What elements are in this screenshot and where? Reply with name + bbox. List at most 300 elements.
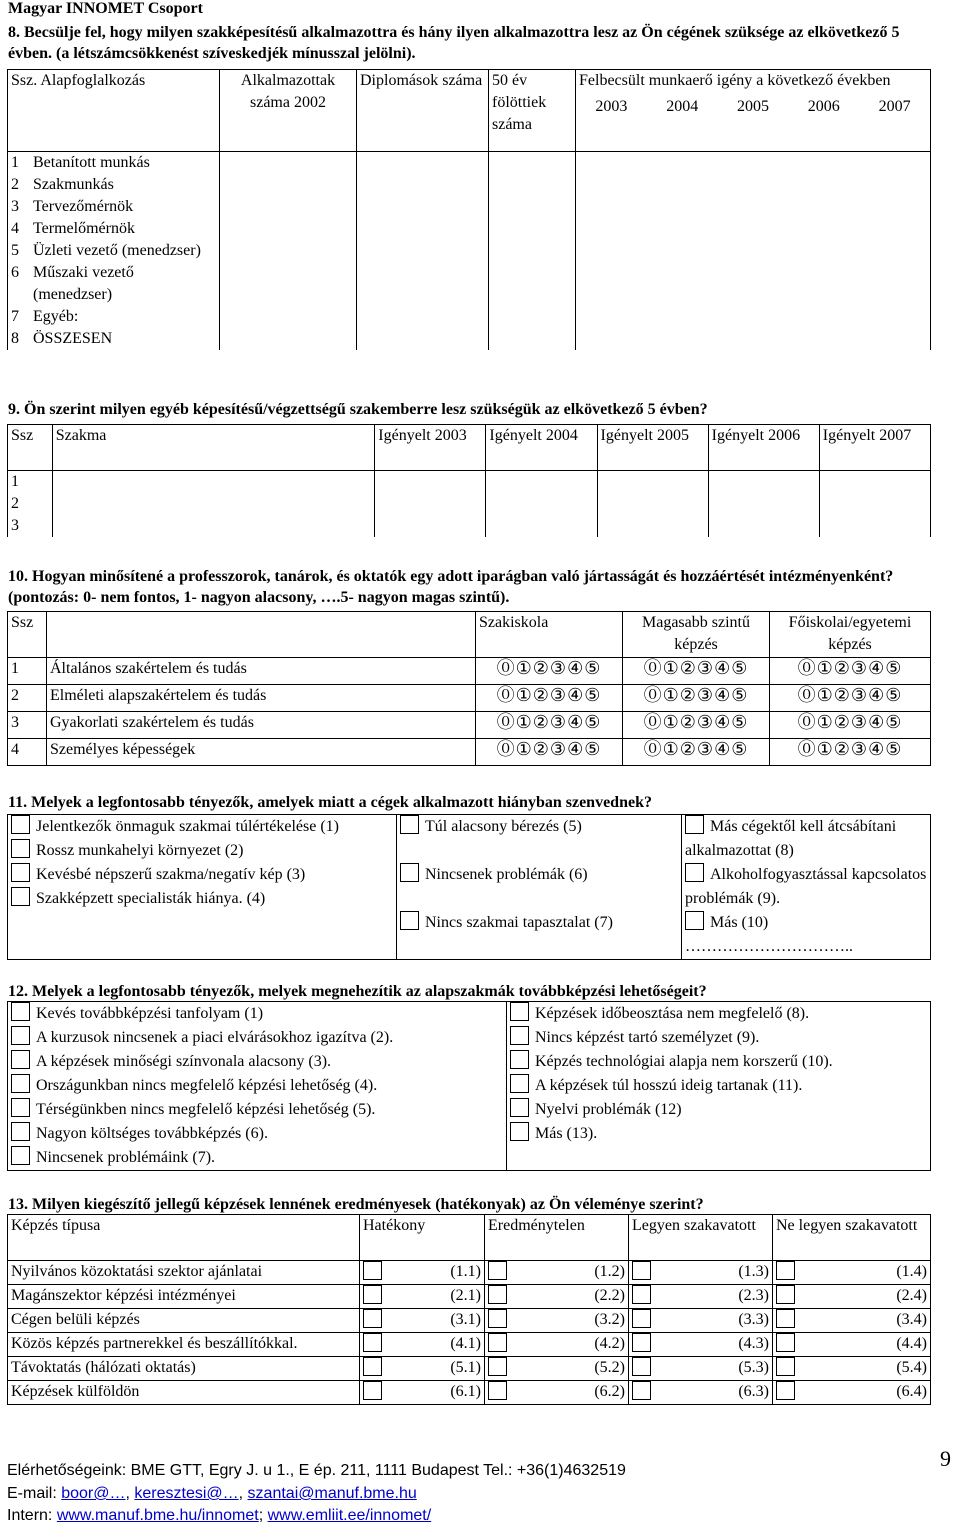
q8-input-cell[interactable] [576,328,931,350]
q8-row-label [8,152,220,175]
option-code: (3.3) [738,1311,769,1328]
q8-input-cell[interactable] [220,196,357,218]
option-code: (5.4) [896,1359,927,1376]
checkbox-icon[interactable] [11,1122,30,1141]
option-code: (3.2) [594,1311,625,1328]
q13-option-cell[interactable] [485,1357,629,1381]
table-row [8,1357,931,1381]
q8-input-cell[interactable] [489,240,576,262]
option-code: (2.4) [896,1287,927,1304]
checkbox-icon[interactable] [11,1098,30,1117]
option-code: (6.2) [594,1383,625,1400]
checkbox-icon[interactable] [632,1381,651,1400]
checkbox-icon[interactable] [400,911,419,930]
q11-option[interactable] [11,887,393,911]
table-row [8,196,931,218]
row-number: 6 [11,264,19,281]
row-number: 2 [8,685,47,712]
table-row [8,471,931,494]
row-number: 3 [11,198,19,215]
table-row [8,493,931,515]
row-number: 4 [11,220,19,237]
q11-option[interactable] [400,863,678,887]
row-number: 5 [11,242,19,259]
option-code: (3.1) [450,1311,481,1328]
option-label: Kevésbé népszerű szakma/negatív kép (3) [36,866,306,883]
row-label: Egyéb: [33,308,79,325]
row-label: Nyilvános közoktatási szektor ajánlatai [8,1261,360,1285]
q8-title: 8. Becsülje fel, hogy milyen szakképesítésű alkalmazottra és hány ilyen alkalmazottra lesz az Ön cégének szüksége az elkövetkező 5 évben. (a létszámcsökkenést szíveskedjék mínusszal jelölni). [8,24,900,62]
checkbox-icon[interactable] [776,1333,795,1352]
row-label: Cégen belüli képzés [8,1309,360,1333]
q10-header-col3: Főiskolai/egyetemi képzés [770,612,931,658]
option-label: Országunkban nincs megfelelő képzési lehetőség (4). [36,1077,378,1094]
checkbox-icon[interactable] [400,863,419,882]
checkbox-icon[interactable] [510,1122,529,1141]
q10-header-ssz: Ssz [8,612,47,658]
option-label: Nincsenek problémáink (7). [36,1149,216,1166]
option-label: Nincs képzést tartó személyzet (9). [535,1029,760,1046]
q9-input-cell[interactable] [375,493,486,515]
q9-input-cell[interactable] [52,493,375,515]
checkbox-icon[interactable] [776,1309,795,1328]
q8-input-cell[interactable] [489,174,576,196]
row-number: 2 [8,493,53,515]
q11-option[interactable] [685,911,927,935]
q12-option[interactable] [510,1026,927,1050]
other-fill-line[interactable]: ………………………….. [685,938,853,955]
option-code: (4.4) [896,1335,927,1352]
q8-input-cell[interactable] [357,240,489,262]
q13-option-cell[interactable] [773,1285,931,1309]
checkbox-icon[interactable] [11,815,30,834]
q8-input-cell[interactable] [489,152,576,175]
q13-header-type: Képzés típusa [8,1215,360,1261]
rating-scale[interactable]: ⓪①②③④⑤ [476,712,623,739]
q9-input-cell[interactable] [597,471,708,494]
q9-header-year: Igényelt 2003 [375,425,486,471]
q12-option[interactable] [11,1074,503,1098]
row-number: 8 [11,330,19,347]
q9-input-cell[interactable] [597,493,708,515]
row-number: 4 [8,739,47,766]
q8-row-label [8,196,220,218]
q9-header-year: Igényelt 2004 [486,425,597,471]
q13-option-cell[interactable] [360,1357,485,1381]
q8-row-label [8,328,220,350]
checkbox-icon[interactable] [488,1381,507,1400]
url-link-2[interactable]: www.emliit.ee/innomet/ [267,1507,432,1524]
table-row [8,1381,931,1405]
option-label: A kurzusok nincsenek a piaci elvárásokhoz igazítva (2). [36,1029,394,1046]
q9-header-ssz: Ssz [8,425,53,471]
q13-option-cell[interactable] [773,1357,931,1381]
option-code: (4.1) [450,1335,481,1352]
q8-input-cell[interactable] [576,196,931,218]
q9-input-cell[interactable] [52,471,375,494]
checkbox-icon[interactable] [488,1309,507,1328]
option-label: Képzések időbeosztása nem megfelelő (8). [535,1005,810,1022]
q9-input-cell[interactable] [708,493,819,515]
row-label: Általános szakértelem és tudás [47,658,476,685]
q11-option[interactable] [11,839,393,863]
option-label: Jelentkezők önmaguk szakmai túlértékelése (1) [36,818,339,835]
checkbox-icon[interactable] [363,1357,382,1376]
q12-option[interactable] [11,1050,503,1074]
q12-option[interactable] [11,1026,503,1050]
option-label: Más cégektől kell átcsábítani alkalmazottat (8) [685,818,897,859]
row-number: 1 [11,154,19,171]
checkbox-icon[interactable] [363,1285,382,1304]
q9-input-cell[interactable] [708,515,819,537]
q8-input-cell[interactable] [220,328,357,350]
q9-input-cell[interactable] [486,493,597,515]
q12-option[interactable] [510,1098,927,1122]
q8-input-cell[interactable] [357,218,489,240]
rating-scale[interactable]: ⓪①②③④⑤ [623,739,770,766]
row-number: 7 [11,308,19,325]
q8-row-label [8,240,220,262]
q13-option-cell[interactable] [360,1285,485,1309]
q9-header-year: Igényelt 2007 [819,425,930,471]
checkbox-icon[interactable] [11,1026,30,1045]
checkbox-icon[interactable] [685,911,704,930]
q12-right-col [507,1002,931,1171]
q8-input-cell[interactable] [576,306,931,328]
q13-title: 13. Milyen kiegészítő jellegű képzések lennének eredményesek (hatékonyak) az Ön véleménye szerint? [8,1196,704,1213]
q11-col3 [682,815,931,960]
q13-table [7,1214,931,1405]
q12-option[interactable] [11,1002,503,1026]
q10-header-col2: Magasabb szintű képzés [623,612,770,658]
rating-scale[interactable]: ⓪①②③④⑤ [623,685,770,712]
q13-option-cell[interactable] [485,1309,629,1333]
table-row [8,262,931,306]
checkbox-icon[interactable] [632,1357,651,1376]
q8-input-cell[interactable] [357,174,489,196]
checkbox-icon[interactable] [11,839,30,858]
q8-input-cell[interactable] [220,218,357,240]
option-label: Szakképzett specialisták hiánya. (4) [36,890,266,907]
row-label: Műszaki vezető (menedzser) [33,264,134,303]
q12-option[interactable] [510,1002,927,1026]
q8-header-job: Ssz. Alapfoglalkozás [8,70,220,152]
checkbox-icon[interactable] [11,1074,30,1093]
page-header: Magyar INNOMET Csoport [8,0,203,17]
row-label: Távoktatás (hálózati oktatás) [8,1357,360,1381]
q8-input-cell[interactable] [489,218,576,240]
row-number: 1 [8,471,53,494]
email-link-3[interactable]: szantai@manuf.bme.hu [247,1485,417,1502]
q8-input-cell[interactable] [576,240,931,262]
table-row [8,1333,931,1357]
q11-option[interactable] [11,815,393,839]
q8-input-cell[interactable] [489,328,576,350]
table-row [8,1285,931,1309]
q12-title: 12. Melyek a legfontosabb tényezők, melyek megnehezítik az alapszakmák továbbképzési lehetőségeit? [8,983,707,1000]
email-link-1[interactable]: boor@… [61,1485,126,1502]
table-row [8,739,931,766]
option-label: Nincsenek problémák (6) [425,866,588,883]
q13-option-cell[interactable] [360,1261,485,1285]
checkbox-icon[interactable] [11,1050,30,1069]
q11-col1 [8,815,397,960]
option-code: (5.3) [738,1359,769,1376]
q12-option[interactable] [11,1098,503,1122]
q13-header-col2: Eredménytelen [485,1215,629,1261]
q13-option-cell[interactable] [485,1381,629,1405]
q8-input-cell[interactable] [220,174,357,196]
row-label: Tervezőmérnök [33,198,134,215]
rating-scale[interactable]: ⓪①②③④⑤ [770,685,931,712]
option-code: (3.4) [896,1311,927,1328]
row-label: Szakmunkás [33,176,114,193]
q9-input-cell[interactable] [819,515,930,537]
q8-input-cell[interactable] [489,262,576,306]
footer-contact: Elérhetőségeink: BME GTT, Egry J. u 1., E ép. 211, 1111 Budapest Tel.: +36(1)4632519 [7,1462,626,1479]
q12-option[interactable] [510,1050,927,1074]
checkbox-icon[interactable] [363,1381,382,1400]
q11-option[interactable] [685,815,927,863]
footer-email: E-mail: boor@…, keresztesi@…, szantai@manuf.bme.hu [7,1485,417,1502]
q8-input-cell[interactable] [357,152,489,175]
row-label: Közös képzés partnerekkel és beszállítókkal. [8,1333,360,1357]
q9-input-cell[interactable] [597,515,708,537]
q11-title: 11. Melyek a legfontosabb tényezők, amelyek miatt a cégek alkalmazott hiányban szenvednek? [8,794,652,811]
q9-title: 9. Ön szerint milyen egyéb képesítésű/végzettségű szakemberre lesz szükségük az elkövetkező 5 évben? [8,401,708,418]
q11-option[interactable] [400,911,678,935]
table-row [8,174,931,196]
q9-input-cell[interactable] [819,493,930,515]
table-row [8,218,931,240]
q13-option-cell[interactable] [773,1333,931,1357]
q9-input-cell[interactable] [819,471,930,494]
checkbox-icon[interactable] [685,815,704,834]
table-row [8,685,931,712]
q13-option-cell[interactable] [629,1357,773,1381]
option-code: (2.2) [594,1287,625,1304]
q9-header-szakma: Szakma [52,425,375,471]
rating-scale[interactable]: ⓪①②③④⑤ [476,739,623,766]
q8-input-cell[interactable] [489,196,576,218]
option-label: A képzések minőségi színvonala alacsony (3). [36,1053,332,1070]
checkbox-icon[interactable] [488,1261,507,1280]
option-label: Nagyon költséges továbbképzés (6). [36,1125,268,1142]
q11-option[interactable] [685,863,927,911]
table-row [8,1261,931,1285]
q9-table [7,424,931,537]
option-label: Térségünkben nincs megfelelő képzési lehetőség (5). [36,1101,376,1118]
q8-year-2003: 2003 [595,98,628,115]
rating-scale[interactable]: ⓪①②③④⑤ [623,712,770,739]
q8-year-2005: 2005 [736,98,769,115]
row-label: Betanított munkás [33,154,150,171]
url-link-1[interactable]: www.manuf.bme.hu/innomet [56,1507,259,1524]
q13-option-cell[interactable] [629,1285,773,1309]
option-label: Alkoholfogyasztással kapcsolatos problémák (9). [685,866,927,907]
checkbox-icon[interactable] [510,1002,529,1021]
table-row [8,240,931,262]
q13-option-cell[interactable] [629,1261,773,1285]
q12-option[interactable] [510,1074,927,1098]
checkbox-icon[interactable] [632,1261,651,1280]
q13-option-cell[interactable] [485,1261,629,1285]
q8-input-cell[interactable] [220,306,357,328]
q8-header-emp: Alkalmazottak száma 2002 [220,70,357,152]
q8-input-cell[interactable] [220,152,357,175]
q9-input-cell[interactable] [486,471,597,494]
checkbox-icon[interactable] [363,1309,382,1328]
q9-input-cell[interactable] [486,515,597,537]
q8-input-cell[interactable] [576,152,931,175]
checkbox-icon[interactable] [632,1285,651,1304]
q10-table [7,611,931,766]
option-code: (1.1) [450,1263,481,1280]
row-label: Elméleti alapszakértelem és tudás [47,685,476,712]
email-link-2[interactable]: keresztesi@… [134,1485,239,1502]
q13-option-cell[interactable] [773,1261,931,1285]
q8-input-cell[interactable] [576,262,931,306]
option-label: Nincs szakmai tapasztalat (7) [425,914,613,931]
q13-option-cell[interactable] [485,1333,629,1357]
option-code: (5.1) [450,1359,481,1376]
q13-option-cell[interactable] [629,1381,773,1405]
rating-scale[interactable]: ⓪①②③④⑤ [770,658,931,685]
row-label: Magánszektor képzési intézményei [8,1285,360,1309]
q13-option-cell[interactable] [629,1333,773,1357]
q13-option-cell[interactable] [773,1309,931,1333]
checkbox-icon[interactable] [488,1333,507,1352]
q13-option-cell[interactable] [360,1309,485,1333]
q8-row-label [8,262,220,306]
q13-option-cell[interactable] [360,1381,485,1405]
q9-header-year: Igényelt 2005 [597,425,708,471]
option-label: Túl alacsony bérezés (5) [425,818,582,835]
q9-input-cell[interactable] [708,471,819,494]
q12-left-col [8,1002,507,1171]
checkbox-icon[interactable] [11,1002,30,1021]
q13-header-col1: Hatékony [360,1215,485,1261]
checkbox-icon[interactable] [776,1381,795,1400]
q8-input-cell[interactable] [357,328,489,350]
option-label: Más (13). [535,1125,598,1142]
table-row [8,306,931,328]
checkbox-icon[interactable] [776,1261,795,1280]
q8-row-label [8,306,220,328]
checkbox-icon[interactable] [510,1098,529,1117]
q9-input-cell[interactable] [375,515,486,537]
checkbox-icon[interactable] [776,1357,795,1376]
footer-intern: Intern: www.manuf.bme.hu/innomet; www.emliit.ee/innomet/ [7,1507,432,1524]
row-number: 3 [8,515,53,537]
row-label: Gyakorlati szakértelem és tudás [47,712,476,739]
table-row [8,658,931,685]
option-code: (6.1) [450,1383,481,1400]
checkbox-icon[interactable] [685,863,704,882]
q10-title: 10. Hogyan minősítené a professzorok, tanárok, és oktatók egy adott iparágban való jártasságát és hozzáértését intézményenként?(pontozás: 0- nem fontos, 1- nagyon alacsony, ….5- nagyon magas szintű). [8,568,894,606]
q13-option-cell[interactable] [773,1381,931,1405]
row-number: 3 [8,712,47,739]
checkbox-icon[interactable] [510,1026,529,1045]
checkbox-icon[interactable] [363,1261,382,1280]
q13-option-cell[interactable] [629,1309,773,1333]
checkbox-icon[interactable] [510,1074,529,1093]
q13-option-cell[interactable] [360,1333,485,1357]
q8-input-cell[interactable] [220,240,357,262]
table-row [8,515,931,537]
checkbox-icon[interactable] [11,1146,30,1165]
q8-input-cell[interactable] [357,306,489,328]
option-label: Nyelvi problémák (12) [535,1101,682,1118]
checkbox-icon[interactable] [488,1285,507,1304]
q11-option[interactable] [11,863,393,887]
row-number: 1 [8,658,47,685]
q8-input-cell[interactable] [357,262,489,306]
q12-option[interactable] [510,1122,927,1146]
option-code: (1.4) [896,1263,927,1280]
checkbox-icon[interactable] [776,1285,795,1304]
rating-scale[interactable]: ⓪①②③④⑤ [476,658,623,685]
q10-header-col1: Szakiskola [476,612,623,658]
checkbox-icon[interactable] [400,815,419,834]
q8-year-2006: 2006 [807,98,840,115]
option-code: (2.3) [738,1287,769,1304]
checkbox-icon[interactable] [488,1357,507,1376]
q9-input-cell[interactable] [52,515,375,537]
row-label: ÖSSZESEN [33,330,113,347]
q9-header-year: Igényelt 2006 [708,425,819,471]
option-code: (5.2) [594,1359,625,1376]
option-label: Rossz munkahelyi környezet (2) [36,842,244,859]
checkbox-icon[interactable] [363,1333,382,1352]
option-code: (4.2) [594,1335,625,1352]
row-number: 2 [11,176,19,193]
q8-input-cell[interactable] [489,306,576,328]
q8-header-est: Felbecsült munkaerő igény a következő években 2003 2004 2005 2006 2007 [576,70,931,152]
rating-scale[interactable]: ⓪①②③④⑤ [476,685,623,712]
checkbox-icon[interactable] [632,1309,651,1328]
q8-header-dipl: Diplomások száma [357,70,489,152]
q11-option[interactable] [400,815,678,839]
checkbox-icon[interactable] [632,1333,651,1352]
q12-table [7,1001,931,1171]
rating-scale[interactable]: ⓪①②③④⑤ [623,658,770,685]
checkbox-icon[interactable] [510,1050,529,1069]
rating-scale[interactable]: ⓪①②③④⑤ [770,739,931,766]
rating-scale[interactable]: ⓪①②③④⑤ [770,712,931,739]
q12-option[interactable] [11,1122,503,1146]
q8-input-cell[interactable] [576,174,931,196]
option-code: (1.2) [594,1263,625,1280]
q8-input-cell[interactable] [357,196,489,218]
q13-option-cell[interactable] [485,1285,629,1309]
q12-option[interactable] [11,1146,503,1170]
q8-row-label [8,174,220,196]
option-code: (1.3) [738,1263,769,1280]
row-label: Képzések külföldön [8,1381,360,1405]
q8-input-cell[interactable] [220,262,357,306]
q8-input-cell[interactable] [576,218,931,240]
checkbox-icon[interactable] [11,863,30,882]
checkbox-icon[interactable] [11,887,30,906]
q9-input-cell[interactable] [375,471,486,494]
table-row [8,328,931,350]
option-code: (6.4) [896,1383,927,1400]
q8-year-2004: 2004 [666,98,699,115]
q8-year-2007: 2007 [878,98,911,115]
option-code: (6.3) [738,1383,769,1400]
option-label: Más (10) [710,914,769,931]
